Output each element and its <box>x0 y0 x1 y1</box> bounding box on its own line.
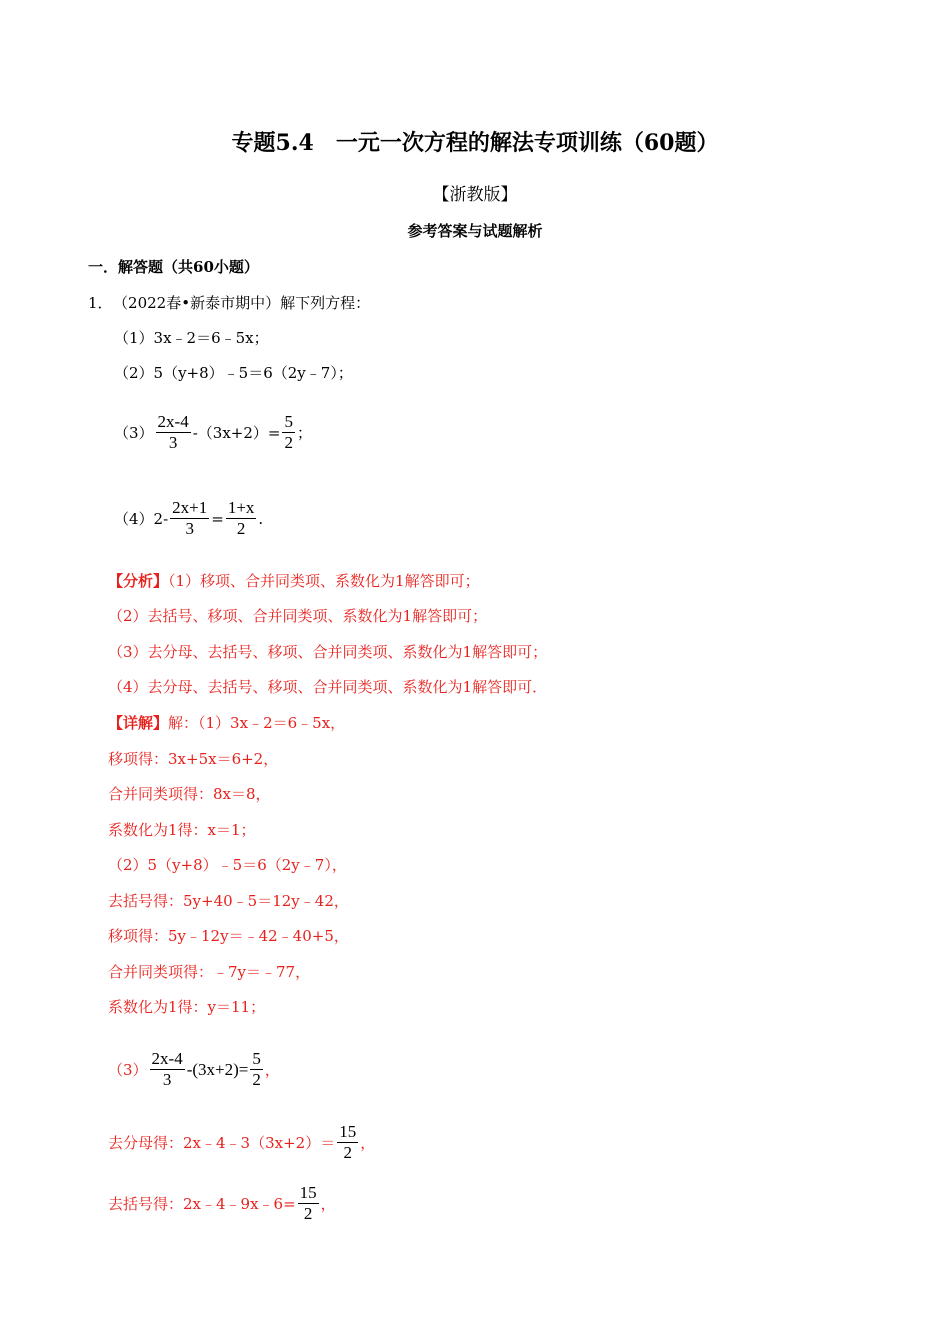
numerator: 2x-4 <box>151 1049 183 1068</box>
denominator: 2 <box>343 1143 352 1162</box>
denominator: 3 <box>185 519 194 538</box>
detail-line-9: 系数化为1得：y＝11； <box>108 998 266 1016</box>
step-3-label: （3） <box>108 1060 148 1079</box>
question-part-1: （1）3x﹣2＝6﹣5x； <box>114 329 269 347</box>
step-3-middle: -(3x+2)= <box>186 1059 249 1079</box>
denominator: 3 <box>162 1070 172 1089</box>
detail-step-5 <box>108 1183 336 1224</box>
step-3-fraction-right <box>250 1049 263 1090</box>
part-4-fraction-left <box>170 498 209 539</box>
part-3-middle: -（3x+2）= <box>192 423 281 442</box>
detail-line-7: 移项得：5y﹣12y＝﹣42﹣40+5， <box>108 927 349 945</box>
denominator: 2 <box>284 433 293 452</box>
denominator: 2 <box>236 519 246 538</box>
detail-line-8: 合并同类项得：﹣7y＝﹣77， <box>108 963 311 981</box>
analysis-line-4: （4）去分母、去括号、移项、合并同类项、系数化为1解答即可． <box>108 678 548 696</box>
part-3-end: ； <box>296 423 312 442</box>
page-subtitle: 参考答案与试题解析 <box>407 222 543 240</box>
analysis-text: （1）移项、合并同类项、系数化为1解答即可； <box>168 572 480 590</box>
analysis-line-1 <box>108 571 480 591</box>
step-5-fraction <box>298 1183 319 1224</box>
step-4-fraction <box>337 1122 358 1163</box>
analysis-line-3: （3）去分母、去括号、移项、合并同类项、系数化为1解答即可； <box>108 643 548 661</box>
step-3-fraction-left <box>150 1049 185 1090</box>
detail-line-3: 合并同类项得：8x＝8， <box>108 785 271 803</box>
part-4-end: . <box>258 509 264 528</box>
question-source: （2022春•新泰市期中）解下列方程： <box>120 294 371 312</box>
analysis-line-2: （2）去括号、移项、合并同类项、系数化为1解答即可； <box>108 607 488 625</box>
denominator: 3 <box>168 433 178 452</box>
detail-line-1 <box>108 713 345 733</box>
detail-line-6: 去括号得：5y+40﹣5＝12y﹣42， <box>108 892 349 910</box>
numerator: 2x+1 <box>172 498 208 517</box>
detail-step-4 <box>108 1122 375 1163</box>
numerator: 15 <box>299 1183 317 1202</box>
numerator: 2x-4 <box>157 412 189 431</box>
part-3-label: （3） <box>114 423 154 442</box>
part-4-middle: = <box>211 509 224 528</box>
detail-text: 解：（1）3x﹣2＝6﹣5x， <box>168 714 346 732</box>
part-3-fraction-right <box>282 412 295 453</box>
detail-line-5: （2）5（y+8）﹣5＝6（2y﹣7）， <box>108 856 347 874</box>
question-number: 1． <box>88 294 113 312</box>
part-3-fraction-left <box>156 412 191 453</box>
question-part-4 <box>114 498 263 539</box>
question-part-2: （2）5（y+8）﹣5＝6（2y﹣7）； <box>114 364 353 382</box>
step-4-label: 去分母得：2x﹣4﹣3（3x+2）＝ <box>108 1133 336 1152</box>
analysis-tag: 【分析】 <box>108 572 169 590</box>
denominator: 2 <box>252 1070 261 1089</box>
detail-step-3 <box>108 1049 280 1090</box>
section-heading: 一．解答题（共60小题） <box>88 258 259 276</box>
edition-label: 【浙教版】 <box>432 185 518 205</box>
step-3-end: ， <box>264 1060 280 1079</box>
detail-line-2: 移项得：3x+5x＝6+2， <box>108 750 279 768</box>
question-1-header <box>88 293 370 313</box>
numerator: 5 <box>252 1049 261 1068</box>
numerator: 5 <box>284 412 293 431</box>
denominator: 2 <box>303 1204 313 1223</box>
numerator: 1+x <box>227 498 255 517</box>
part-4-fraction-right <box>226 498 257 539</box>
step-4-end: ， <box>360 1133 376 1152</box>
page-title: 专题5.4 一元一次方程的解法专项训练（60题） <box>231 130 719 156</box>
step-5-end: ， <box>320 1194 336 1213</box>
detail-line-4: 系数化为1得：x＝1； <box>108 821 256 839</box>
question-part-3 <box>114 412 312 453</box>
step-5-label: 去括号得：2x﹣4﹣9x﹣6= <box>108 1194 296 1213</box>
numerator: 15 <box>339 1122 357 1141</box>
part-4-label: （4）2- <box>114 509 169 528</box>
detail-tag: 【详解】 <box>108 714 169 732</box>
